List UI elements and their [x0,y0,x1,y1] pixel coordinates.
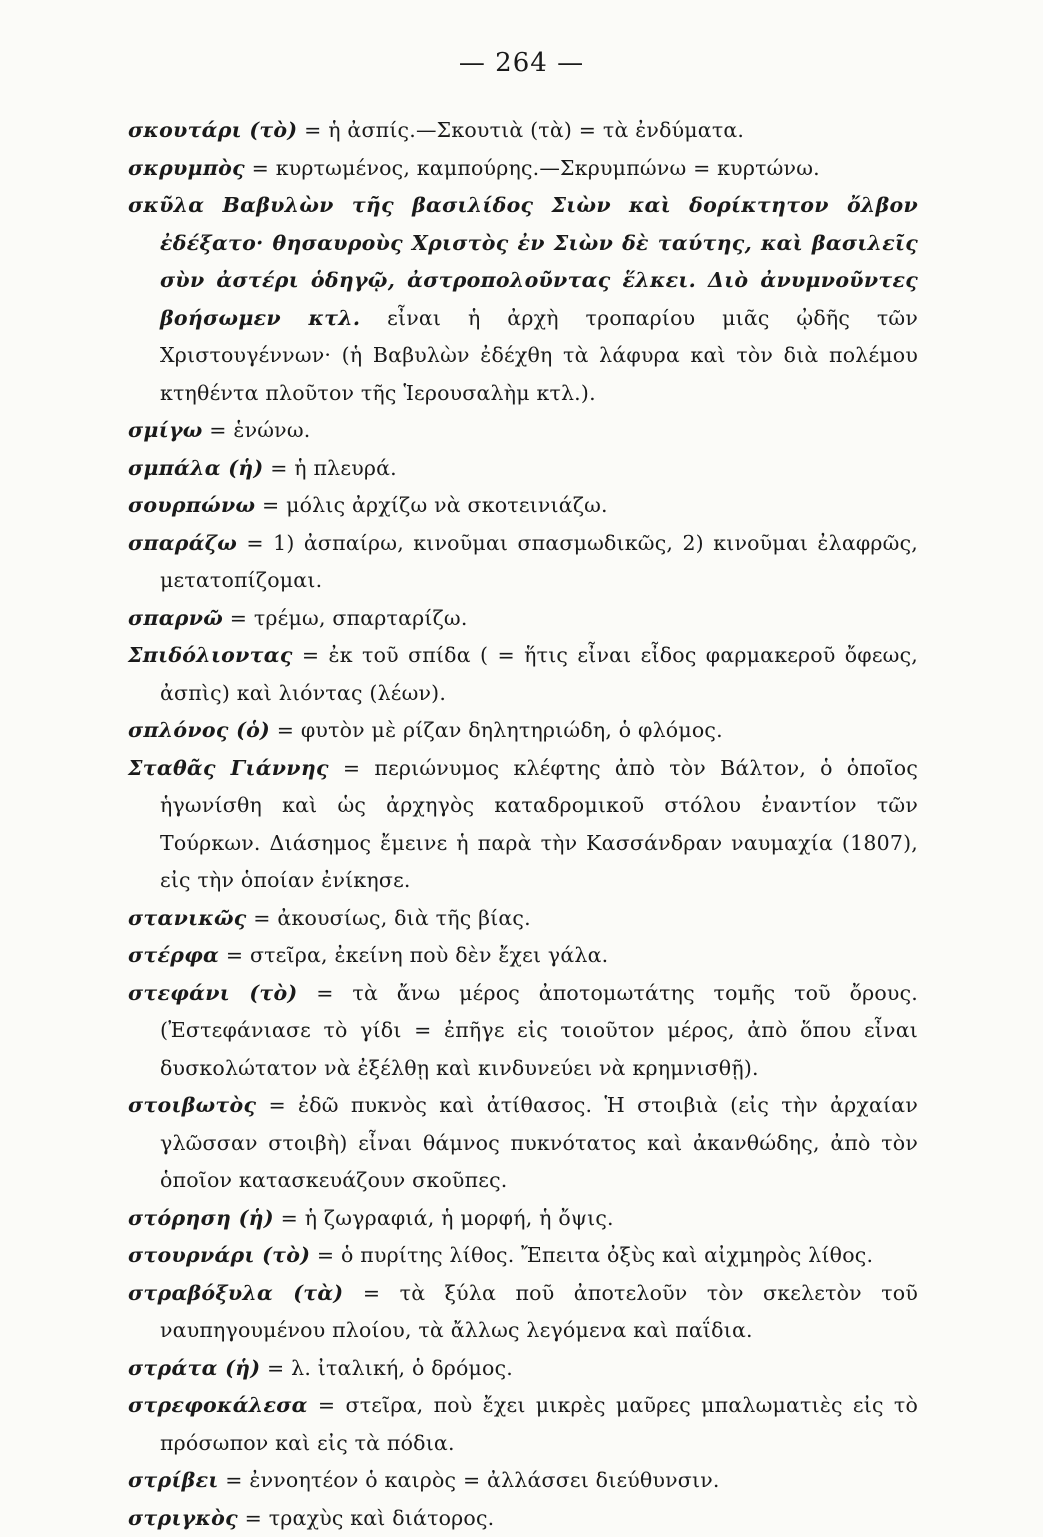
entry-definition: = ἡ ἀσπίς.—Σκουτιὰ (τὰ) = τὰ ἐνδύματα. [297,118,744,142]
glossary-entry [128,600,918,638]
entry-definition: = περιώνυμος κλέφτης ἀπὸ τὸν Βάλτον, ὁ ὁποῖος ἡγωνίσθη καὶ ὡς ἀρχηγὸς καταδρομικοῦ στόλου ἐναντίον τῶν Τούρκων. Διάσημος ἔμεινε ἡ παρὰ τὴν Κασσάνδραν ναυμαχία (1807), εἰς τὴν ὁποίαν ἐνίκησε. [160,756,918,893]
glossary-entry [128,450,918,488]
glossary-entry [128,112,918,150]
glossary-entry [128,1387,918,1462]
glossary-entry [128,1275,918,1350]
glossary-entry [128,1462,918,1500]
entry-headword: Σπιδόλιοντας [128,643,293,667]
glossary-entry [128,150,918,188]
glossary-entry [128,750,918,900]
glossary-entries [128,112,918,1537]
glossary-entry [128,1350,918,1388]
entry-headword: στόρηση (ἡ) [128,1206,274,1230]
entry-definition: = 1) ἀσπαίρω, κινοῦμαι σπασμωδικῶς, 2) κινοῦμαι ἐλαφρῶς, μετατοπίζομαι. [160,531,918,593]
entry-headword: στεφάνι (τὸ) [128,981,298,1005]
entry-definition: = μόλις ἀρχίζω νὰ σκοτεινιάζω. [255,493,607,517]
entry-headword: σουρπώνω [128,493,255,517]
entry-headword: σπαράζω [128,531,237,555]
entry-definition: = ἐδῶ πυκνὸς καὶ ἀτίθασος. Ἡ στοιβιὰ (εἰς τὴν ἀρχαίαν γλῶσσαν στοιβὴ) εἶναι θάμνος πυκνότατος καὶ ἀκανθώδης, ἀπὸ τὸν ὁποῖον κατασκευάζουν σκοῦπες. [160,1093,918,1192]
entry-headword: σπαρνῶ [128,606,223,630]
entry-definition: = στεῖρα, ποὺ ἔχει μικρὲς μαῦρες μπαλωματιὲς εἰς τὸ πρόσωπον καὶ εἰς τὰ πόδια. [160,1393,918,1455]
entry-headword: στουρνάρι (τὸ) [128,1243,310,1267]
entry-headword: στράτα (ἡ) [128,1356,260,1380]
glossary-entry [128,1200,918,1238]
entry-headword: στρεφοκάλεσα [128,1393,308,1417]
entry-headword: σμίγω [128,418,203,442]
entry-definition: = τραχὺς καὶ διάτορος. [238,1506,494,1530]
glossary-entry [128,187,918,412]
entry-headword: σκῦλα Βαβυλὼν τῆς βασιλίδος Σιὼν καὶ δορίκτητον ὄλβον ἐδέξατο· θησαυροὺς Χριστὸς ἐν Σιὼν δὲ ταύτης, καὶ βασιλεῖς σὺν ἀστέρι ὁδηγῷ, ἀστροπολοῦντας ἕλκει. Διὸ ἀνυμνοῦντες βοήσωμεν κτλ. [128,193,918,330]
glossary-entry [128,637,918,712]
entry-definition: = ἐννοητέον ὁ καιρὸς = ἀλλάσσει διεύθυνσιν. [219,1468,720,1492]
entry-definition: = ἡ πλευρά. [264,456,397,480]
entry-definition: = ἐκ τοῦ σπίδα ( = ἥτις εἶναι εἶδος φαρμακεροῦ ὄφεως, ἀσπὶς) καὶ λιόντας (λέων). [160,643,918,705]
entry-headword: στρίβει [128,1468,219,1492]
glossary-entry [128,937,918,975]
entry-definition: = τὰ ξύλα ποῦ ἀποτελοῦν τὸν σκελετὸν τοῦ ναυπηγουμένου πλοίου, τὰ ἄλλως λεγόμενα καὶ παΐδια. [160,1281,918,1343]
entry-headword: στραβόξυλα (τὰ) [128,1281,343,1305]
entry-headword: Σταθᾶς Γιάννης [128,756,329,780]
entry-headword: στέρφα [128,943,219,967]
entry-definition: = λ. ἰταλική, ὁ δρόμος. [260,1356,513,1380]
entry-headword: σκρυμπὸς [128,156,245,180]
entry-definition: = ἑνώνω. [203,418,311,442]
glossary-entry [128,1500,918,1537]
entry-definition: = ὁ πυρίτης λίθος. Ἔπειτα ὀξὺς καὶ αἰχμηρὸς λίθος. [310,1243,873,1267]
glossary-entry [128,525,918,600]
entry-definition: = ἡ ζωγραφιά, ἡ μορφή, ἡ ὄψις. [274,1206,614,1230]
entry-definition: = στεῖρα, ἐκείνη ποὺ δὲν ἔχει γάλα. [219,943,608,967]
entry-definition: = ἀκουσίως, διὰ τῆς βίας. [247,906,531,930]
glossary-entry [128,712,918,750]
entry-definition: = κυρτωμένος, καμπούρης.—Σκρυμπώνω = κυρτώνω. [245,156,820,180]
glossary-entry [128,975,918,1088]
entry-headword: σμπάλα (ἡ) [128,456,264,480]
glossary-entry [128,487,918,525]
entry-headword: στοιβωτὸς [128,1093,256,1117]
entry-definition: εἶναι ἡ ἀρχὴ τροπαρίου μιᾶς ᾠδῆς τῶν Χριστουγέννων· (ἡ Βαβυλὼν ἐδέχθη τὰ λάφυρα καὶ τὸν διὰ πολέμου κτηθέντα πλοῦτον τῆς Ἱερουσαλὴμ κτλ.). [160,306,918,405]
entry-definition: = φυτὸν μὲ ρίζαν δηλητηριώδη, ὁ φλόμος. [270,718,723,742]
entry-definition: = τρέμω, σπαρταρίζω. [223,606,467,630]
page-number: — 264 — [0,48,1043,78]
entry-definition: = τὰ ἄνω μέρος ἀποτομωτάτης τομῆς τοῦ ὄρους. (Ἐστεφάνιασε τὸ γίδι = ἐπῆγε εἰς τοιοῦτον μέρος, ἀπὸ ὅπου εἶναι δυσκολώτατον νὰ ἐξέλθῃ καὶ κινδυνεύει νὰ κρημνισθῇ). [160,981,918,1080]
entry-headword: στριγκὸς [128,1506,238,1530]
glossary-entry [128,412,918,450]
glossary-entry [128,900,918,938]
entry-headword: σπλόνος (ὁ) [128,718,270,742]
glossary-entry [128,1237,918,1275]
entry-headword: σκουτάρι (τὸ) [128,118,297,142]
glossary-entry [128,1087,918,1200]
entry-headword: στανικῶς [128,906,247,930]
